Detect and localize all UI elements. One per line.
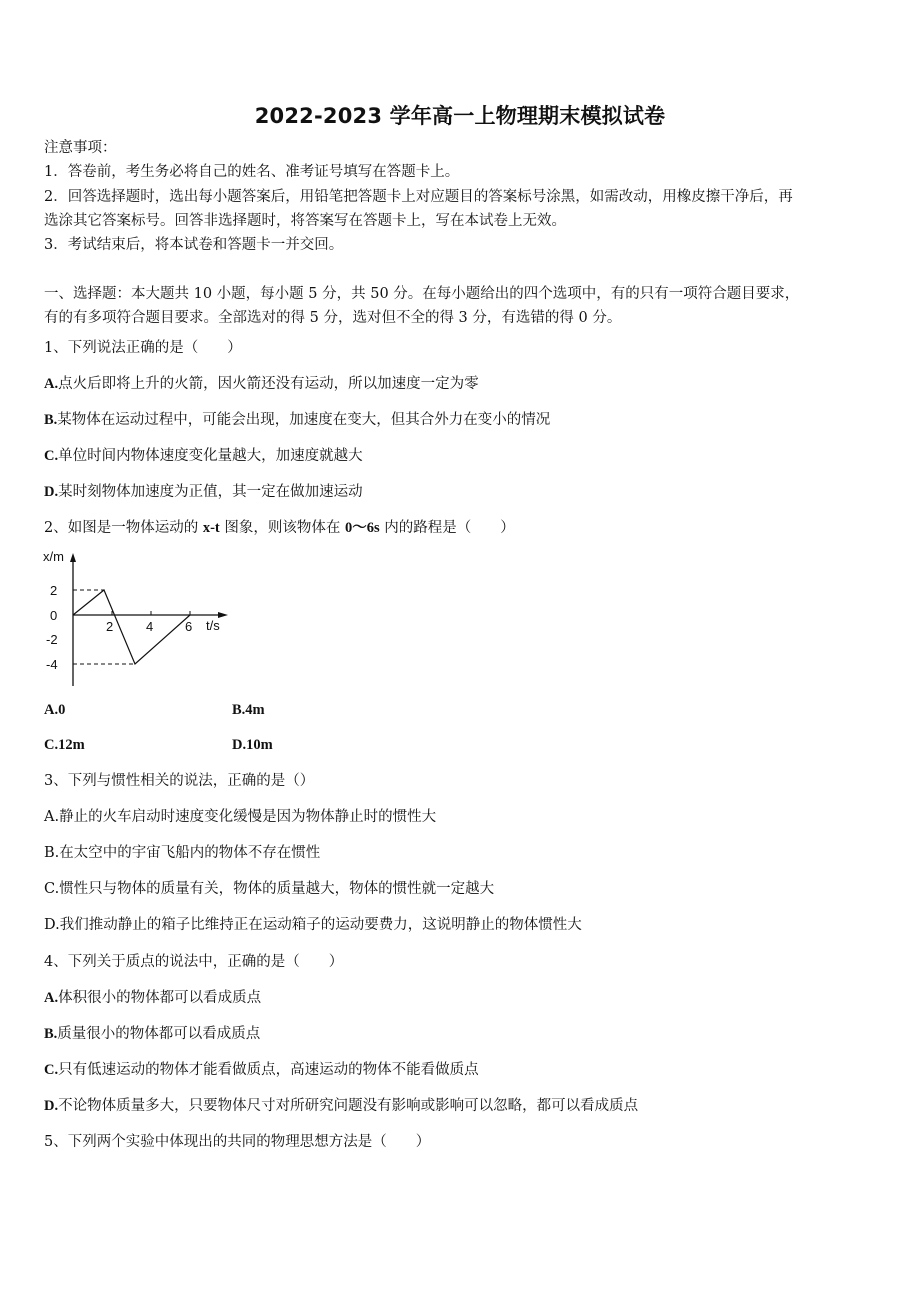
- option-label: C.: [44, 448, 59, 464]
- question-stem: 5、下列两个实验中体现出的共同的物理思想方法是（ ）: [44, 1134, 431, 1150]
- option-label: C.: [44, 881, 60, 897]
- option-b: [44, 410, 550, 430]
- option-label: C.: [44, 1062, 59, 1078]
- page-title: 2022-2023 学年高一上物理期末模拟试卷: [254, 104, 666, 128]
- notice-item: 选涂其它答案标号。回答非选择题时，将答案写在答题卡上，写在本试卷上无效。: [44, 213, 566, 229]
- option-b: [44, 843, 320, 863]
- option-c: [44, 1060, 479, 1080]
- option-text: 某物体在运动过程中，可能会出现，加速度在变大，但其合外力在变小的情况: [57, 412, 551, 428]
- option-b: [44, 1024, 260, 1044]
- option-label: B.: [44, 1026, 58, 1042]
- option-text: 单位时间内物体速度变化量越大，加速度就越大: [58, 448, 363, 464]
- x-axis-label: t/s: [206, 618, 220, 633]
- option-label: A.: [44, 702, 59, 718]
- option-text: 惯性只与物体的质量有关，物体的质量越大，物体的惯性就一定越大: [59, 881, 495, 897]
- option-text: 不论物体质量多大，只要物体尺寸对所研究问题没有影响或影响可以忽略，都可以看成质点: [58, 1098, 639, 1114]
- option-text: 点火后即将上升的火箭，因火箭还没有运动，所以加速度一定为零: [58, 376, 479, 392]
- svg-text:-2: -2: [46, 632, 58, 647]
- option-label: A.: [44, 990, 59, 1006]
- question-stem: 1、下列说法正确的是（ ）: [44, 340, 242, 356]
- option-label: C.: [44, 737, 59, 753]
- stem-text: 内的路程是（ ）: [379, 520, 515, 536]
- notice-item: 1．答卷前，考生务必将自己的姓名、准考证号填写在答题卡上。: [44, 164, 460, 180]
- y-axis-label: x/m: [43, 549, 64, 564]
- svg-text:2: 2: [106, 619, 114, 634]
- option-label: A.: [44, 376, 59, 392]
- option-label: B.: [44, 412, 58, 428]
- question-stem: 3、下列与惯性相关的说法，正确的是（）: [44, 773, 315, 789]
- xt-graph: [38, 548, 238, 690]
- svg-text:0: 0: [50, 608, 58, 623]
- option-text: 质量很小的物体都可以看成质点: [57, 1026, 261, 1042]
- option-a: [44, 807, 436, 827]
- svg-text:4: 4: [146, 619, 154, 634]
- section-intro: 有的有多项符合题目要求。全部选对的得 5 分，选对但不全的得 3 分，有选错的得 0 分。: [44, 310, 622, 326]
- option-a: [44, 700, 65, 720]
- svg-text:6: 6: [185, 619, 193, 634]
- y-axis-arrow-icon: [70, 553, 76, 562]
- stem-text: 图象，则该物体在: [219, 520, 345, 536]
- notice-item: 3．考试结束后，将本试卷和答题卡一并交回。: [44, 237, 344, 253]
- option-label: B.: [44, 845, 60, 861]
- option-d: [44, 1096, 638, 1116]
- option-label: A.: [44, 809, 60, 825]
- stem-xt: x-t: [202, 520, 220, 536]
- option-c: [44, 446, 363, 466]
- svg-text:2: 2: [50, 583, 58, 598]
- option-text: 只有低速运动的物体才能看做质点，高速运动的物体不能看做质点: [58, 1062, 479, 1078]
- option-label: D.: [44, 484, 59, 500]
- question-stem: [44, 518, 515, 538]
- option-d: [44, 915, 582, 935]
- option-text: 体积很小的物体都可以看成质点: [58, 990, 262, 1006]
- option-text: 我们推动静止的箱子比维持正在运动箱子的运动要费力，这说明静止的物体惯性大: [59, 917, 582, 933]
- option-text: 4m: [245, 702, 265, 718]
- notice-heading: 注意事项：: [44, 140, 117, 156]
- svg-text:-4: -4: [46, 657, 58, 672]
- option-text: 某时刻物体加速度为正值，其一定在做加速运动: [58, 484, 363, 500]
- section-intro: 一、选择题：本大题共 10 小题，每小题 5 分，共 50 分。在每小题给出的四个选项中，有的只有一项符合题目要求，: [44, 286, 800, 302]
- option-label: D.: [44, 1098, 59, 1114]
- option-b: [232, 700, 265, 720]
- notice-item: 2．回答选择题时，选出每小题答案后，用铅笔把答题卡上对应题目的答案标号涂黑，如需改动，用橡皮擦干净后，再: [44, 189, 793, 205]
- option-text: 0: [58, 702, 66, 718]
- option-label: B.: [232, 702, 246, 718]
- option-a: [44, 988, 261, 1008]
- option-c: [44, 735, 85, 755]
- option-label: D.: [44, 917, 60, 933]
- option-a: [44, 374, 479, 394]
- option-d: [232, 735, 273, 755]
- option-c: [44, 879, 494, 899]
- question-stem: 4、下列关于质点的说法中，正确的是（ ）: [44, 954, 344, 970]
- option-text: 10m: [246, 737, 273, 753]
- xt-graph-svg: [38, 548, 238, 690]
- stem-range: 0～6s: [344, 520, 380, 536]
- option-d: [44, 482, 363, 502]
- option-label: D.: [232, 737, 247, 753]
- stem-text: 2、如图是一物体运动的: [44, 520, 203, 536]
- option-text: 在太空中的宇宙飞船内的物体不存在惯性: [59, 845, 321, 861]
- xt-line: [73, 590, 193, 664]
- option-text: 静止的火车启动时速度变化缓慢是因为物体静止时的惯性大: [59, 809, 437, 825]
- option-text: 12m: [58, 737, 85, 753]
